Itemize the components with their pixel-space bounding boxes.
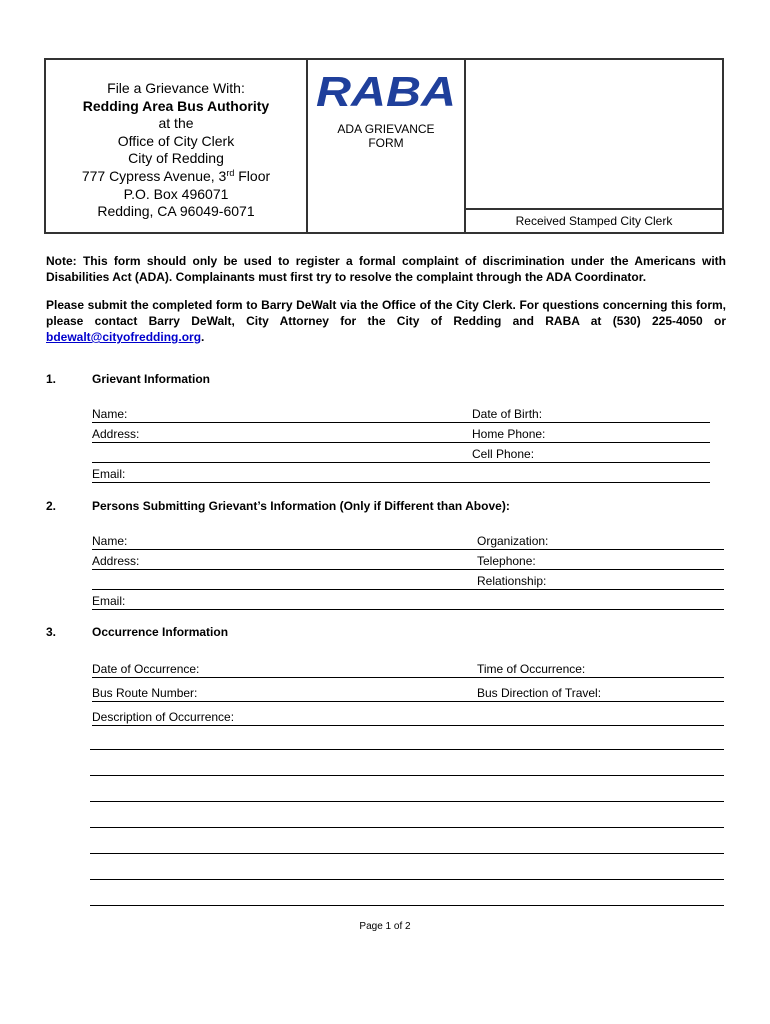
- note-paragraph: Note: This form should only be used to register a formal complaint of discrimination under the Americans with Disabilities Act (ADA). Complainants must first try to resolve the complaint through the ADA Coordinator.: [46, 254, 726, 284]
- po-box: P.O. Box 496071: [123, 185, 229, 202]
- submitter-address-line-2[interactable]: [92, 589, 477, 590]
- section-3-title: Occurrence Information: [92, 625, 229, 639]
- grievant-cell-phone-field[interactable]: Cell Phone:: [472, 447, 710, 463]
- section-3-number: 3.: [46, 625, 57, 639]
- section-2-title: Persons Submitting Grievant’s Information (Only if Different than Above):: [92, 499, 510, 513]
- form-title-cell: [308, 60, 466, 232]
- at-the-text: at the: [158, 115, 194, 132]
- description-line[interactable]: [90, 749, 724, 750]
- form-title: ADA GRIEVANCE FORM: [337, 122, 435, 150]
- description-line[interactable]: [90, 801, 724, 802]
- description-line[interactable]: [90, 879, 724, 880]
- submitter-address-field[interactable]: Address:: [92, 554, 477, 570]
- section-1-title: Grievant Information: [92, 372, 211, 386]
- city-text: City of Redding: [128, 150, 224, 167]
- street-address: 777 Cypress Avenue, 3rd Floor: [81, 167, 271, 184]
- city-state-zip: Redding, CA 96049-6071: [97, 203, 255, 220]
- stamp-divider: [466, 208, 722, 210]
- grievant-home-phone-field[interactable]: Home Phone:: [472, 427, 710, 443]
- bus-route-field[interactable]: Bus Route Number:: [92, 686, 477, 702]
- description-line[interactable]: [90, 905, 724, 906]
- authority-name: Redding Area Bus Authority: [82, 97, 270, 114]
- section-1-number: 1.: [46, 372, 57, 386]
- raba-logo-text: RABA: [316, 72, 456, 114]
- bus-direction-field[interactable]: Bus Direction of Travel:: [477, 686, 724, 702]
- submitter-email-field[interactable]: Email:: [92, 594, 724, 610]
- header-box: [44, 58, 724, 234]
- office-text: Office of City Clerk: [117, 132, 235, 149]
- grievant-address-line-2[interactable]: [92, 462, 472, 463]
- description-field[interactable]: Description of Occurrence:: [92, 710, 724, 726]
- file-with-cell: [46, 60, 308, 232]
- page-number: Page 1 of 2: [359, 921, 411, 932]
- raba-logo: [314, 72, 458, 114]
- description-line[interactable]: [90, 853, 724, 854]
- submitter-relationship-field[interactable]: Relationship:: [477, 574, 724, 590]
- submit-paragraph: Please submit the completed form to Barry DeWalt via the Office of the City Clerk. For questions concerning this form, please contact Barry DeWalt, City Attorney for the City of Redding and RABA at (530) 225-4050 or bdewalt@cityofredding.org.: [46, 298, 726, 344]
- grievant-name-field[interactable]: Name:: [92, 407, 472, 423]
- submitter-telephone-field[interactable]: Telephone:: [477, 554, 724, 570]
- occurrence-time-field[interactable]: Time of Occurrence:: [477, 662, 724, 678]
- grievant-email-field[interactable]: Email:: [92, 467, 710, 483]
- submitter-organization-field[interactable]: Organization:: [477, 534, 724, 550]
- section-2-number: 2.: [46, 499, 57, 513]
- submitter-name-field[interactable]: Name:: [92, 534, 477, 550]
- file-with-heading: File a Grievance With:: [107, 80, 245, 96]
- description-line[interactable]: [90, 775, 724, 776]
- occurrence-date-field[interactable]: Date of Occurrence:: [92, 662, 477, 678]
- grievant-address-field[interactable]: Address:: [92, 427, 472, 443]
- description-line[interactable]: [90, 827, 724, 828]
- email-link[interactable]: bdewalt@cityofredding.org: [46, 330, 202, 344]
- received-stamp-label: Received Stamped City Clerk: [515, 214, 673, 228]
- stamp-cell: [466, 60, 722, 232]
- grievant-dob-field[interactable]: Date of Birth:: [472, 407, 710, 423]
